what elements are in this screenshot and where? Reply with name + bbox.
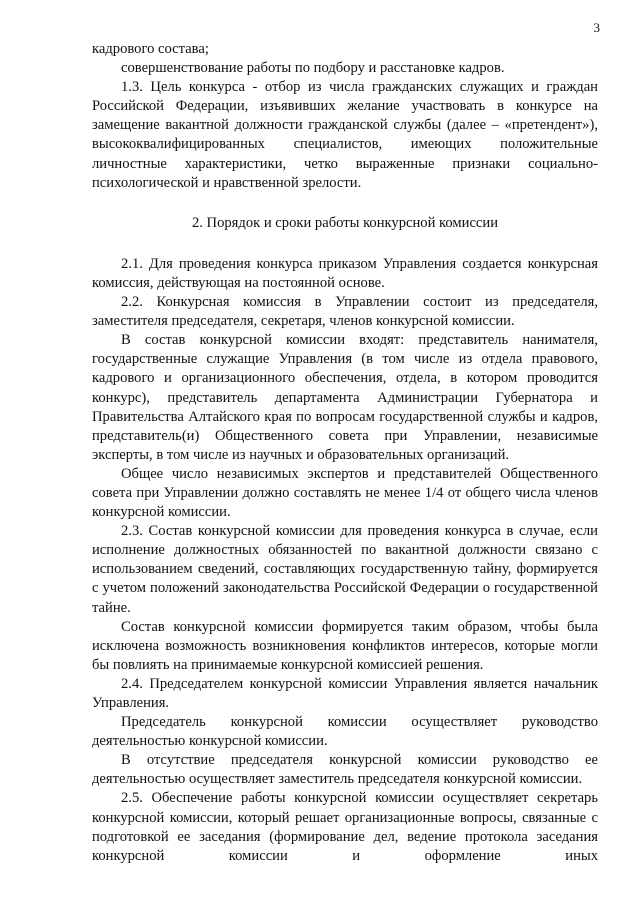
paragraph: 2.1. Для проведения конкурса приказом Управления создается конкурсная комиссия, действующая на постоянной основе. xyxy=(92,255,598,291)
section-heading: 2. Порядок и сроки работы конкурсной комиссии xyxy=(191,214,499,231)
paragraph: 2.5. Обеспечение работы конкурсной комиссии осуществляет секретарь конкурсной комиссии, который решает организационные вопросы, связанные с подготовкой ее заседания (формирование дел, ведение протокола заседания конкурсной комиссии и оформление иных xyxy=(92,790,598,864)
paragraph: 2.3. Состав конкурсной комиссии для проведения конкурса в случае, если исполнение должностных обязанностей по вакантной должности связано с использованием сведений, составляющих государственную тайну, формируется с учетом положений законодательства Российской Федерации о государственной тайне. xyxy=(92,523,598,616)
paragraph: кадрового состава; xyxy=(92,41,209,57)
paragraph: В состав конкурсной комиссии входят: представитель нанимателя, государственные служащие Управления (в том числе из отдела правового, кадрового и организационного обеспечения, отдела, в котором проводится конкурс), представитель департамента Администрации Губернатора и Правительства Алтайского края по вопросам государственной службы и кадров, представитель(и) Общественного совета при Управлении, независимые эксперты, в том числе из научных и образовательных организаций. xyxy=(92,332,598,463)
paragraph: 2.4. Председателем конкурсной комиссии Управления является начальник Управления. xyxy=(92,675,598,711)
document-body xyxy=(92,40,598,866)
paragraph: Председатель конкурсной комиссии осуществляет руководство деятельностью конкурсной комиссии. xyxy=(92,714,598,750)
paragraph: совершенствование работы по подбору и расстановке кадров. xyxy=(121,60,505,77)
page-number: 3 xyxy=(593,20,600,35)
paragraph: 2.2. Конкурсная комиссия в Управлении состоит из председателя, заместителя председателя, секретаря, членов конкурсной комиссии. xyxy=(92,294,598,330)
paragraph: Состав конкурсной комиссии формируется таким образом, чтобы была исключена возможность возникновения конфликтов интересов, которые могли бы повлиять на принимаемые конкурсной комиссией решения. xyxy=(92,618,598,673)
paragraph: Общее число независимых экспертов и представителей Общественного совета при Управлении должно составлять не менее 1/4 от общего числа членов конкурсной комиссии. xyxy=(92,465,598,521)
paragraph: В отсутствие председателя конкурсной комиссии руководство ее деятельностью осуществляет заместитель председателя конкурсной комиссии. xyxy=(92,752,598,788)
paragraph: 1.3. Цель конкурса - отбор из числа гражданских служащих и граждан Российской Федерации, изъявивших желание участвовать в конкурсе на замещение вакантной должности гражданской службы (далее – «претендент»), высококвалифицированных специалистов, имеющих положительные личностные характеристики, четко выраженные признаки социально-психологической и нравственной зрелости. xyxy=(92,79,598,191)
